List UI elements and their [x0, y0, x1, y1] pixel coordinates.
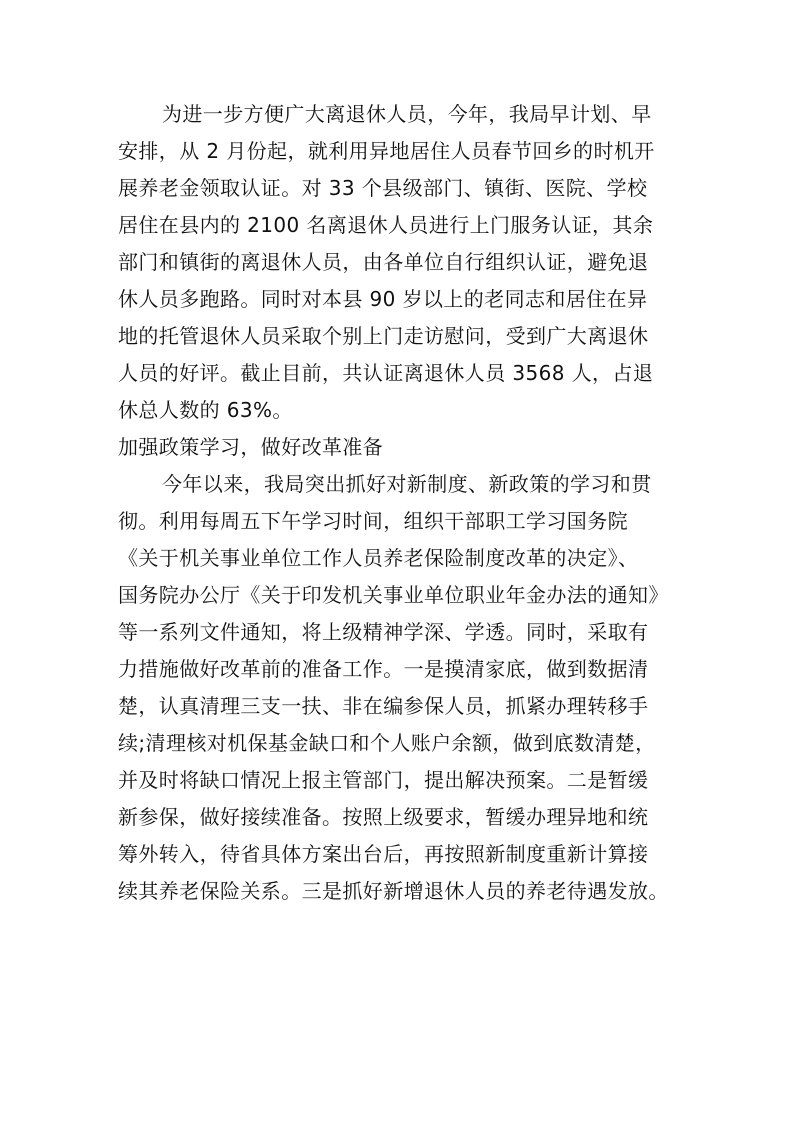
paragraph-certification [118, 96, 678, 429]
paragraph-line: 国务院办公厅《关于印发机关事业单位职业年金办法的通知》 [118, 583, 669, 607]
paragraph-line: 续;清理核对机保基金缺口和个人账户余额，做到底数清楚， [118, 731, 656, 755]
paragraph-line: 彻。利用每周五下午学习时间，组织干部职工学习国务院 [118, 509, 628, 533]
paragraph-line: 并及时将缺口情况上报主管部门，提出解决预案。二是暂缓 [118, 768, 649, 792]
section-heading: 加强政策学习，做好改革准备 [118, 435, 384, 459]
paragraph-line: 部门和镇街的离退休人员，由各单位自行组织认证，避免退 [118, 250, 649, 274]
paragraph-line: 今年以来，我局突出抓好对新制度、新政策的学习和贯 [162, 472, 652, 496]
paragraph-line: 地的托管退休人员采取个别上门走访慰问，受到广大离退休 [118, 324, 649, 348]
paragraph-line: 楚，认真清理三支一扶、非在编参保人员，抓紧办理转移手 [118, 694, 649, 718]
paragraph-line: 休总人数的 63%。 [118, 398, 293, 422]
paragraph-line: 为进一步方便广大离退休人员，今年，我局早计划、早 [162, 102, 652, 126]
paragraph-line: 居住在县内的 2100 名离退休人员进行上门服务认证，其余 [118, 213, 654, 237]
paragraph-line: 等一系列文件通知，将上级精神学深、学透。同时，采取有 [118, 620, 649, 644]
paragraph-line: 续其养老保险关系。三是抓好新增退休人员的养老待遇发放。 [118, 879, 669, 903]
paragraph-line: 人员的好评。截止目前，共认证离退休人员 3568 人，占退 [118, 361, 654, 385]
paragraph-line: 《关于机关事业单位工作人员养老保险制度改革的决定》、 [118, 546, 639, 570]
document-body [118, 96, 678, 910]
paragraph-line: 新参保，做好接续准备。按照上级要求，暂缓办理异地和统 [118, 805, 649, 829]
paragraph-line: 安排，从 2 月份起，就利用异地居住人员春节回乡的时机开 [118, 139, 655, 163]
paragraph-line: 力措施做好改革前的准备工作。一是摸清家底，做到数据清 [118, 657, 649, 681]
paragraph-policy-study [118, 466, 678, 910]
paragraph-line: 休人员多跑路。同时对本县 90 岁以上的老同志和居住在异 [118, 287, 648, 311]
paragraph-line: 筹外转入，待省具体方案出台后，再按照新制度重新计算接 [118, 842, 649, 866]
paragraph-line: 展养老金领取认证。对 33 个县级部门、镇街、医院、学校 [118, 176, 648, 200]
